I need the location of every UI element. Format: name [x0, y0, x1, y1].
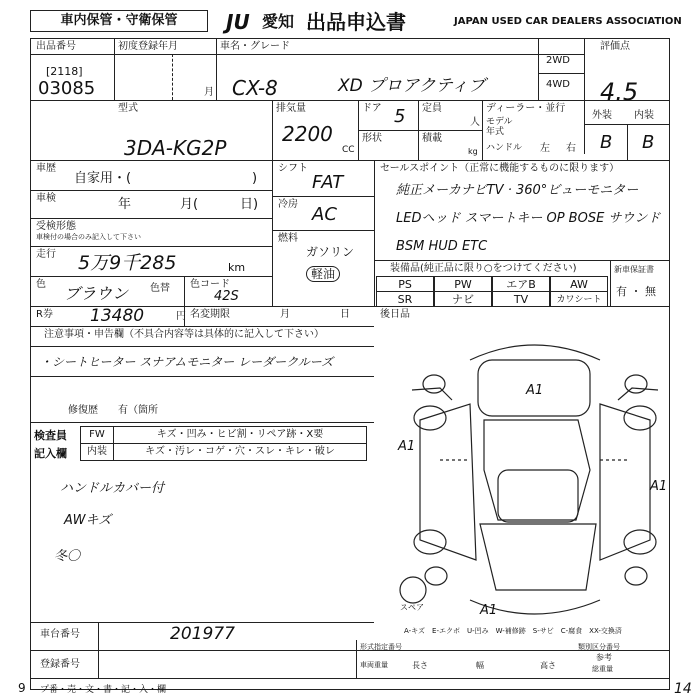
inspection-year: 年: [118, 197, 132, 212]
total-weight-label: 総重量: [592, 665, 613, 673]
equip-airbag: エアB: [492, 276, 550, 292]
mileage-unit: km: [228, 261, 246, 274]
inspection-day: 日): [240, 197, 259, 212]
inspection-label: 車検: [36, 193, 56, 204]
model-label: 型式: [118, 103, 138, 114]
dealer-label: ディーラー・並行: [486, 103, 566, 114]
score-label: 評価点: [600, 41, 630, 52]
color-value: ブラウン: [64, 284, 129, 303]
interior-grade: B: [642, 132, 655, 153]
name-change-label: 名変期限: [190, 309, 230, 320]
exterior-label: 外装: [592, 110, 612, 121]
new-warranty-value: 有 ・ 無: [616, 285, 656, 298]
color-code-label: 色コード: [190, 279, 230, 290]
selling-point-3: BSM HUD ETC: [396, 239, 488, 254]
remark-1: ハンドルカバー付: [60, 481, 165, 496]
modelyear-unit: 年式: [486, 127, 505, 137]
chassis-label: 車台番号: [40, 629, 80, 640]
notes-label: 注意事項・申告欄（不具合内容等は具体的に記入して下さい）: [44, 329, 324, 340]
ref-label: 参考: [596, 653, 612, 662]
remark-3: 冬〇: [54, 549, 81, 564]
mileage-value: 5万9千285: [78, 252, 177, 274]
load-unit: kg: [468, 147, 478, 156]
repair-value: 有（箇所: [118, 405, 158, 416]
equip-tv: TV: [492, 291, 550, 307]
inspector-row2-head: 内装: [80, 443, 114, 461]
interior-label: 内装: [634, 110, 654, 121]
name-change-month: 月: [280, 309, 290, 320]
color-code: 42S: [214, 289, 239, 304]
handle-label: ハンドル: [486, 143, 523, 153]
drive-4wd: 4WD: [546, 79, 570, 90]
damage-mark-left: A1: [398, 439, 416, 454]
fuel-option: 軽油: [306, 266, 340, 282]
price-label: R券: [36, 309, 53, 320]
lot-number: 03085: [38, 78, 96, 99]
engine-unit: CC: [342, 145, 355, 155]
repair-label: 修復歴: [68, 405, 98, 416]
fuel-value: ガソリン: [306, 245, 355, 259]
mileage-label: 走行: [36, 249, 56, 260]
inspection-month: 月(: [180, 197, 199, 212]
ac-label: 冷房: [278, 199, 298, 210]
reg-label: 初度登録年月: [118, 41, 178, 52]
fuel-label: 燃料: [278, 233, 298, 244]
brand-name: 愛知: [262, 12, 295, 31]
equip-ps: PS: [376, 276, 434, 292]
regno-label: 登録番号: [40, 659, 80, 670]
car-name-label: 車名・グレード: [220, 41, 290, 52]
history-value: 自家用・(: [74, 171, 132, 186]
selling-points-label: セールスポイント（正常に機能するものに限ります）: [380, 163, 620, 174]
price-value: 13480: [90, 306, 145, 326]
engine-value: 2200: [282, 122, 333, 146]
car-grade: XD プロアクティブ: [338, 76, 486, 96]
page-number: 14: [674, 681, 692, 697]
reg-month: 月: [204, 87, 214, 98]
bottom-row: プ番・売・文・書・記・入・欄: [40, 685, 167, 695]
lot-label: 出品番号: [36, 41, 76, 52]
new-warranty-label: 新車保証書: [614, 265, 654, 274]
load-label: 積載: [422, 133, 442, 144]
drive-2wd: 2WD: [546, 55, 570, 66]
certification-label: 受検形態: [36, 221, 76, 232]
doors-label: ドア: [362, 103, 382, 114]
spare-label: スペア: [400, 603, 424, 612]
model-value: 3DA-KG2P: [124, 136, 227, 160]
exterior-grade: B: [600, 132, 613, 153]
equip-pw: PW: [434, 276, 492, 292]
inspector-row2: キズ・汚レ・コゲ・穴・スレ・キレ・破レ: [113, 443, 367, 461]
color-label: 色: [36, 279, 46, 290]
score-value: 4.5: [600, 78, 639, 106]
lot-code: [2118]: [46, 65, 83, 78]
form-spec-label: 形式指定番号: [360, 643, 402, 651]
history-close: ): [252, 171, 258, 186]
equip-navi: ナビ: [434, 291, 492, 307]
capacity-unit: 人: [470, 117, 480, 128]
history-label: 車歴: [36, 163, 56, 174]
inspector-label-2: 記入欄: [34, 447, 67, 460]
weight-label: 車両重量: [360, 661, 388, 669]
height-label: 高さ: [540, 661, 556, 670]
back-number-label: 後日品: [380, 309, 410, 320]
engine-label: 排気量: [276, 103, 306, 114]
color-change-label: 色替: [150, 283, 170, 294]
selling-point-1: 純正メーカナビTV · 360°ビューモニター: [396, 183, 639, 198]
storage-stamp: 車内保管・守衛保管: [30, 10, 208, 32]
ac-value: AC: [312, 204, 337, 225]
inspector-row1: キズ・凹み・ヒビ割・リペア跡・X要: [113, 426, 367, 444]
handle-left: 左: [540, 143, 550, 154]
equip-leather: カワシート: [550, 291, 608, 307]
capacity-label: 定員: [422, 103, 442, 114]
handle-right: 右: [566, 143, 576, 154]
remark-2: AWキズ: [64, 513, 112, 528]
chassis-number: 201977: [170, 624, 235, 644]
damage-mark-rear: A1: [480, 603, 498, 618]
certification-note: 車検付の場合のみ記入して下さい: [36, 233, 141, 241]
notes-text: ・シートヒーター スナアムモニター レーダークルーズ: [40, 355, 334, 369]
damage-legend: A-キズ E-エクボ U-凹み W-補修跡 S-サビ C-腐食 XX-交換済: [404, 627, 622, 635]
inspector-label-1: 検査員: [34, 429, 67, 442]
shift-label: シフト: [278, 163, 308, 174]
shape-label: 形状: [362, 133, 382, 144]
equip-aw: AW: [550, 276, 608, 292]
length-label: 長さ: [412, 661, 428, 670]
price-unit: 円: [176, 311, 186, 322]
damage-mark-front: A1: [526, 383, 544, 398]
doors-value: 5: [394, 106, 406, 127]
shift-value: FAT: [312, 172, 344, 193]
inspector-row1-head: FW: [80, 426, 114, 444]
equip-sr: SR: [376, 291, 434, 307]
modelyear-label: モデル: [486, 117, 513, 127]
page-title: 出品申込書: [306, 10, 406, 34]
damage-mark-right: A1: [650, 479, 668, 494]
equipment-label: 装備品(純正品に限り○をつけてください): [390, 263, 577, 274]
form-class-label: 類別区分番号: [578, 643, 620, 651]
corner-mark: 9: [18, 681, 26, 695]
selling-point-2: LEDヘッド スマートキー OP BOSE サウンド: [396, 211, 661, 226]
car-name: CX-8: [232, 76, 278, 100]
ju-logo: JU: [226, 10, 250, 34]
association-name: JAPAN USED CAR DEALERS ASSOCIATION: [454, 16, 682, 27]
width-label: 幅: [476, 661, 484, 670]
name-change-day: 日: [340, 309, 350, 320]
